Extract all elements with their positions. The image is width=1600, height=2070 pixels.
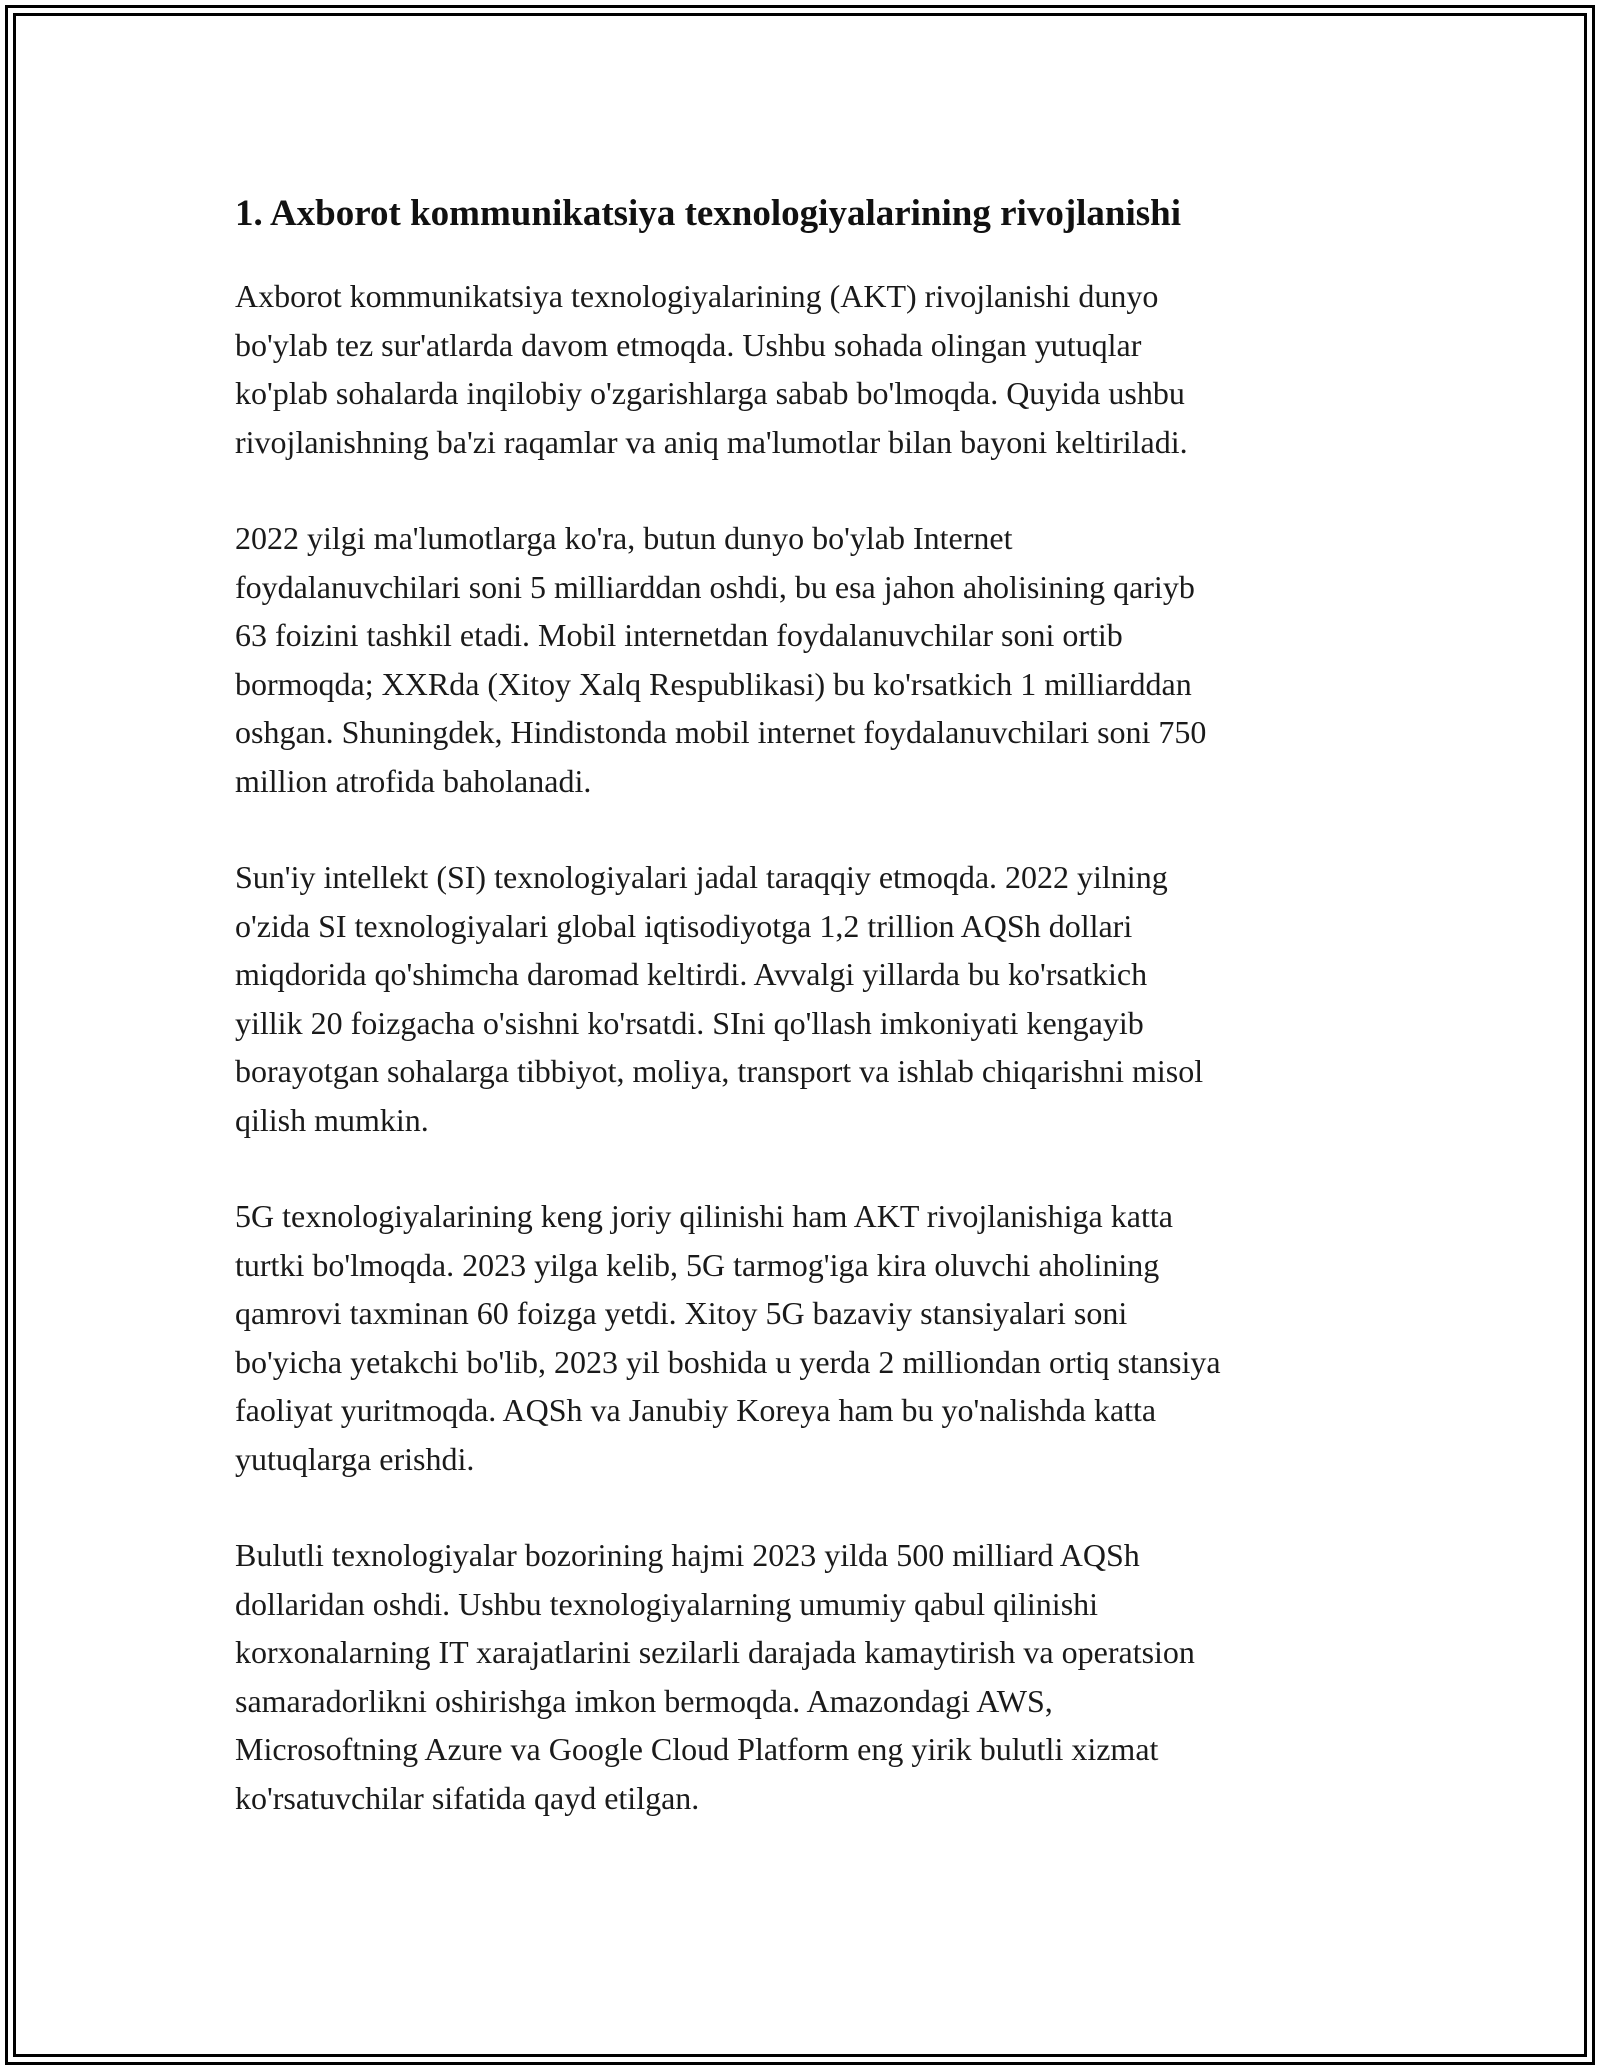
- paragraph-internet-users: 2022 yilgi ma'lumotlarga ko'ra, butun dunyo bo'ylab Internet foydalanuvchilari soni 5 milliarddan oshdi, bu esa jahon aholisining qariyb 63 foizini tashkil etadi. Mobil internetdan foydalanuvchilar soni ortib bormoqda; XXRda (Xitoy Xalq Respublikasi) bu ko'rsatkich 1 milliarddan oshgan. Shuningdek, Hindistonda mobil internet foydalanuvchilari soni 750 million atrofida baholanadi.: [235, 520, 1207, 799]
- paragraph-artificial-intelligence: Sun'iy intellekt (SI) texnologiyalari jadal taraqqiy etmoqda. 2022 yilning o'zida SI texnologiyalari global iqtisodiyotga 1,2 trillion AQSh dollari miqdorida qo'shimcha daromad keltirdi. Avvalgi yillarda bu ko'rsatkich yillik 20 foizgacha o'sishni ko'rsatdi. SIni qo'llash imkoniyati kengayib borayotgan sohalarga tibbiyot, moliya, transport va ishlab chiqarishni misol qilish mumkin.: [235, 859, 1204, 1138]
- paragraph-cloud: Bulutli texnologiyalar bozorining hajmi 2023 yilda 500 milliard AQSh dollaridan oshdi. Ushbu texnologiyalarning umumiy qabul qilinishi korxonalarning IT xarajatlarini sezilarli darajada kamaytirish va operatsion samaradorlikni oshirishga imkon bermoqda. Amazondagi AWS, Microsoftning Azure va Google Cloud Platform eng yirik bulutli xizmat ko'rsatuvchilar sifatida qayd etilgan.: [235, 1537, 1195, 1816]
- paragraph-akt-intro: Axborot kommunikatsiya texnologiyalarining (AKT) rivojlanishi dunyo bo'ylab tez sur'atlarda davom etmoqda. Ushbu sohada olingan yutuqlar ko'plab sohalarda inqilobiy o'zgarishlarga sabab bo'lmoqda. Quyida ushbu rivojlanishning ba'zi raqamlar va aniq ma'lumotlar bilan bayoni keltiriladi.: [235, 278, 1188, 460]
- section-heading: 1. Axborot kommunikatsiya texnologiyalarining rivojlanishi: [235, 193, 1182, 234]
- document-body: [235, 184, 1375, 1870]
- paragraph-5g: 5G texnologiyalarining keng joriy qilinishi ham AKT rivojlanishiga katta turtki bo'lmoqda. 2023 yilga kelib, 5G tarmog'iga kira oluvchi aholining qamrovi taxminan 60 foizga yetdi. Xitoy 5G bazaviy stansiyalari soni bo'yicha yetakchi bo'lib, 2023 yil boshida u yerda 2 milliondan ortiq stansiya faoliyat yuritmoqda. AQSh va Janubiy Koreya ham bu yo'nalishda katta yutuqlarga erishdi.: [235, 1198, 1221, 1477]
